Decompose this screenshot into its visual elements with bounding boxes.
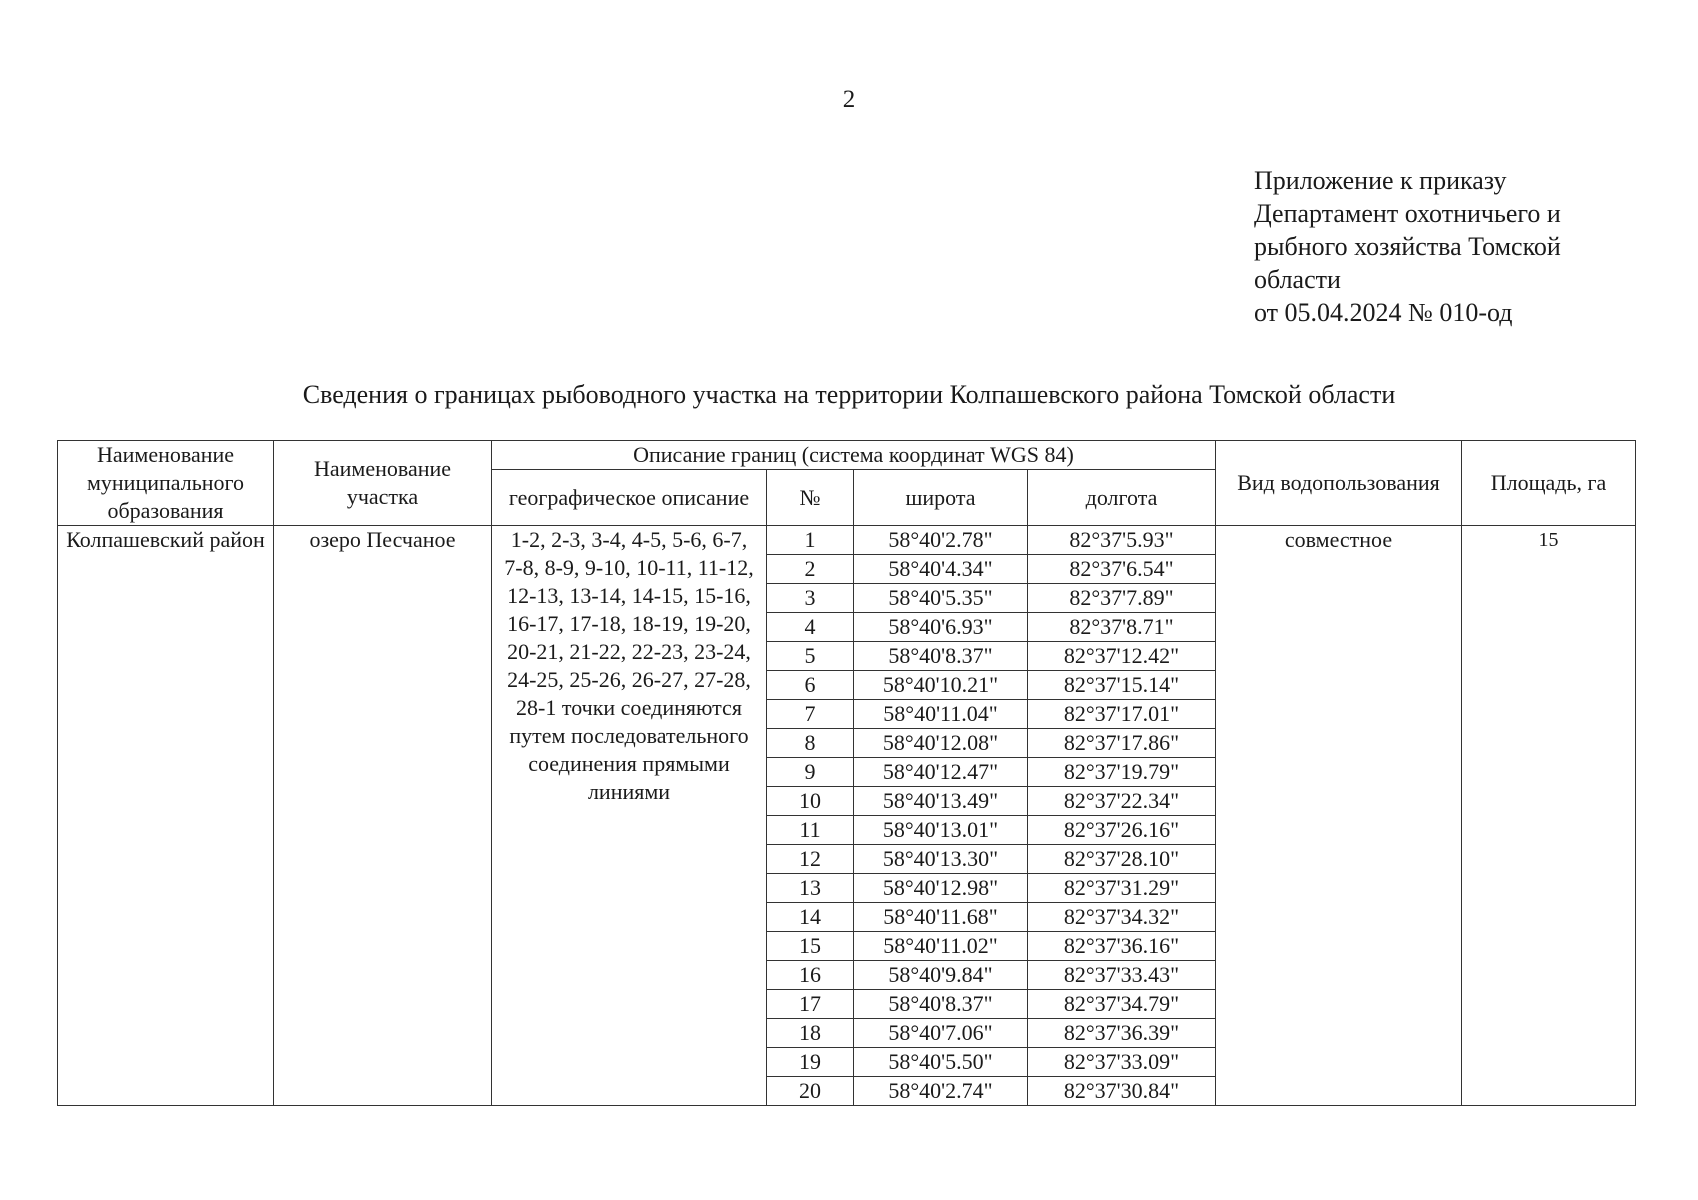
point-longitude: 82°37'26.16" xyxy=(1028,816,1216,845)
point-longitude: 82°37'19.79" xyxy=(1028,758,1216,787)
point-longitude: 82°37'30.84" xyxy=(1028,1077,1216,1106)
area-cell: 15 xyxy=(1462,526,1636,1106)
document-title: Сведения о границах рыбоводного участка на территории Колпашевского района Томской области xyxy=(302,380,1396,409)
point-longitude: 82°37'12.42" xyxy=(1028,642,1216,671)
point-number: 20 xyxy=(767,1077,854,1106)
header-latitude: широта xyxy=(854,470,1028,526)
point-longitude: 82°37'28.10" xyxy=(1028,845,1216,874)
point-latitude: 58°40'2.74" xyxy=(854,1077,1028,1106)
point-latitude: 58°40'12.98" xyxy=(854,874,1028,903)
header-municipality: Наименование муниципального образования xyxy=(58,441,274,526)
boundary-table xyxy=(57,440,1636,1106)
point-longitude: 82°37'33.43" xyxy=(1028,961,1216,990)
point-number: 7 xyxy=(767,700,854,729)
point-latitude: 58°40'11.04" xyxy=(854,700,1028,729)
point-latitude: 58°40'9.84" xyxy=(854,961,1028,990)
appendix-line: от 05.04.2024 № 010-од xyxy=(1254,298,1513,327)
point-latitude: 58°40'13.01" xyxy=(854,816,1028,845)
point-number: 17 xyxy=(767,990,854,1019)
page-number: 2 xyxy=(842,86,856,113)
point-latitude: 58°40'11.02" xyxy=(854,932,1028,961)
point-longitude: 82°37'15.14" xyxy=(1028,671,1216,700)
header-area: Площадь, га xyxy=(1462,441,1636,526)
point-longitude: 82°37'8.71" xyxy=(1028,613,1216,642)
point-number: 13 xyxy=(767,874,854,903)
point-number: 8 xyxy=(767,729,854,758)
water-use-cell: совместное xyxy=(1216,526,1462,1106)
point-latitude: 58°40'11.68" xyxy=(854,903,1028,932)
header-number: № xyxy=(767,470,854,526)
point-longitude: 82°37'36.16" xyxy=(1028,932,1216,961)
point-latitude: 58°40'4.34" xyxy=(854,555,1028,584)
appendix-line: рыбного хозяйства Томской xyxy=(1254,232,1561,261)
point-number: 19 xyxy=(767,1048,854,1077)
header-site: Наименование участка xyxy=(274,441,492,526)
point-longitude: 82°37'7.89" xyxy=(1028,584,1216,613)
points-body xyxy=(58,526,1636,1106)
point-number: 5 xyxy=(767,642,854,671)
point-longitude: 82°37'31.29" xyxy=(1028,874,1216,903)
point-longitude: 82°37'34.32" xyxy=(1028,903,1216,932)
point-longitude: 82°37'22.34" xyxy=(1028,787,1216,816)
point-latitude: 58°40'12.47" xyxy=(854,758,1028,787)
appendix-header xyxy=(1254,164,1674,329)
point-latitude: 58°40'5.35" xyxy=(854,584,1028,613)
point-latitude: 58°40'13.30" xyxy=(854,845,1028,874)
point-latitude: 58°40'10.21" xyxy=(854,671,1028,700)
municipality-cell: Колпашевский район xyxy=(58,526,274,1106)
point-longitude: 82°37'17.86" xyxy=(1028,729,1216,758)
point-latitude: 58°40'12.08" xyxy=(854,729,1028,758)
point-number: 18 xyxy=(767,1019,854,1048)
point-latitude: 58°40'6.93" xyxy=(854,613,1028,642)
site-cell: озеро Песчаное xyxy=(274,526,492,1106)
point-latitude: 58°40'8.37" xyxy=(854,642,1028,671)
point-latitude: 58°40'2.78" xyxy=(854,526,1028,555)
point-longitude: 82°37'36.39" xyxy=(1028,1019,1216,1048)
header-boundary-group: Описание границ (система координат WGS 84) xyxy=(492,441,1216,470)
header-geo-description: географическое описание xyxy=(492,470,767,526)
point-number: 15 xyxy=(767,932,854,961)
header-longitude: долгота xyxy=(1028,470,1216,526)
point-number: 4 xyxy=(767,613,854,642)
point-latitude: 58°40'5.50" xyxy=(854,1048,1028,1077)
point-latitude: 58°40'8.37" xyxy=(854,990,1028,1019)
point-longitude: 82°37'33.09" xyxy=(1028,1048,1216,1077)
header-water-use: Вид водопользования xyxy=(1216,441,1462,526)
point-number: 1 xyxy=(767,526,854,555)
point-number: 14 xyxy=(767,903,854,932)
point-number: 10 xyxy=(767,787,854,816)
geo-description-cell: 1-2, 2-3, 3-4, 4-5, 5-6, 6-7, 7-8, 8-9, 9-10, 10-11, 11-12, 12-13, 13-14, 14-15, 15-16, 16-17, 17-18, 18-19, 19-20, 20-21, 21-22, 22-23, 23-24, 24-25, 25-26, 26-27, 27-28, 28-1 точки соединяются путем последовательного соединения прямыми линиями xyxy=(492,526,767,1106)
point-longitude: 82°37'34.79" xyxy=(1028,990,1216,1019)
point-number: 3 xyxy=(767,584,854,613)
point-number: 16 xyxy=(767,961,854,990)
point-number: 6 xyxy=(767,671,854,700)
appendix-line: Приложение к приказу xyxy=(1254,166,1507,195)
point-number: 11 xyxy=(767,816,854,845)
table-row xyxy=(58,526,1636,555)
point-latitude: 58°40'7.06" xyxy=(854,1019,1028,1048)
point-number: 9 xyxy=(767,758,854,787)
point-number: 2 xyxy=(767,555,854,584)
point-longitude: 82°37'5.93" xyxy=(1028,526,1216,555)
point-number: 12 xyxy=(767,845,854,874)
appendix-line: Департамент охотничьего и xyxy=(1254,199,1561,228)
point-longitude: 82°37'17.01" xyxy=(1028,700,1216,729)
point-latitude: 58°40'13.49" xyxy=(854,787,1028,816)
point-longitude: 82°37'6.54" xyxy=(1028,555,1216,584)
appendix-line: области xyxy=(1254,265,1341,294)
